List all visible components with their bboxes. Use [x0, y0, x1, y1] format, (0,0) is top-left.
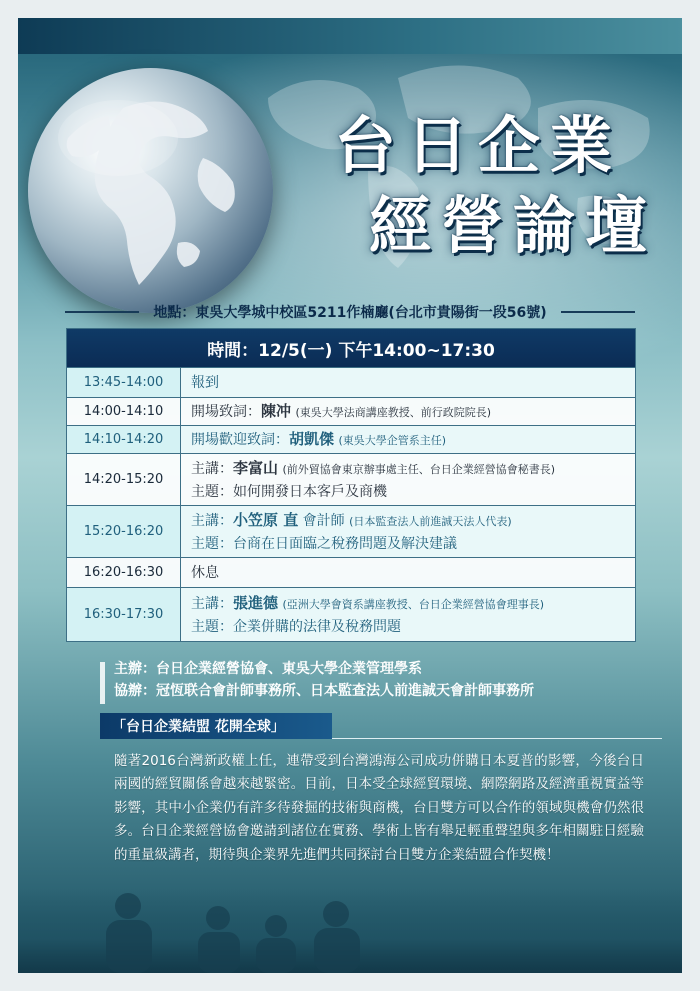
- row-time: 14:20-15:20: [67, 454, 181, 505]
- row-time: 16:30-17:30: [67, 588, 181, 641]
- row-time: 14:00-14:10: [67, 398, 181, 425]
- globe-graphic: [28, 68, 273, 313]
- speaker-name: 李富山: [233, 458, 279, 477]
- row-content: [181, 368, 635, 397]
- speaker-name: 胡凱傑: [289, 429, 335, 448]
- poster-title: [288, 106, 668, 266]
- row-content: [181, 398, 635, 425]
- topic-line: 主題：如何開發日本客戶及商機: [191, 483, 387, 500]
- speaker-note: (東吳大學企管系主任): [338, 433, 447, 447]
- speaker-note: (日本監查法人前進誠天法人代表): [349, 514, 512, 528]
- intro-paragraph: 隨著2016台灣新政權上任，連帶受到台灣鴻海公司成功併購日本夏普的影響，今後台日兩國的經貿關係會越來越緊密。目前，日本受全球經貿環境、網際網路及經濟重視實益等影響，其中小企業仍有許多待發掘的技術與商機，台日雙方可以合作的領域與機會仍然很多。台日企業經營協會邀請到諸位在實務、學術上皆有舉足輕重聲望與多年相關駐日經驗的重量級講者，期待與企業界先進們共同探討台日雙方企業結盟合作契機！: [114, 753, 644, 863]
- row-content: [181, 506, 635, 557]
- row-title: 報到: [191, 374, 219, 391]
- schedule-row: [67, 557, 635, 587]
- slogan-divider: [332, 738, 662, 739]
- role-label: 主講：: [191, 460, 233, 477]
- speaker-note: (東吳大學法商講座教授、前行政院院長): [295, 405, 492, 419]
- title-line-2: 經營論壇: [368, 189, 657, 262]
- title-line-1: 台日企業: [333, 109, 622, 182]
- slogan-banner: 「台日企業結盟 花開全球」: [100, 713, 332, 739]
- speaker-line: [191, 428, 625, 452]
- speaker-name: 小笠原 直: [233, 510, 299, 529]
- speaker-name: 張進德: [233, 593, 279, 612]
- poster: [18, 18, 682, 973]
- speaker-note: (前外貿協會東京辦事處主任、台日企業經營協會秘書長): [282, 462, 556, 476]
- row-content: [181, 558, 635, 587]
- row-time: 16:20-16:30: [67, 558, 181, 587]
- role-label: 開場致詞：: [191, 403, 261, 420]
- schedule-row: [67, 505, 635, 557]
- speaker-name: 陳冲: [261, 401, 292, 420]
- organizers-bar: [100, 662, 105, 704]
- location-line: [18, 300, 682, 324]
- schedule-row: [67, 367, 635, 397]
- row-content: [181, 454, 635, 505]
- row-time: 14:10-14:20: [67, 426, 181, 453]
- schedule-table: [66, 328, 636, 642]
- host-line: 主辦：台日企業經營協會、東吳大學企業管理學系: [114, 661, 422, 677]
- schedule-row: [67, 587, 635, 641]
- schedule-row: [67, 453, 635, 505]
- people-photo-overlay: [18, 888, 682, 973]
- location-text: 地點：東吳大學城中校區5211作楠廳(台北市貴陽街一段56號): [153, 305, 547, 321]
- row-content: [181, 588, 635, 641]
- schedule-row: [67, 425, 635, 453]
- speaker-line: [191, 400, 625, 424]
- role-label: 主講：: [191, 512, 233, 529]
- speaker-line: [191, 457, 625, 481]
- divider-left: [65, 311, 139, 313]
- role-label: 主講：: [191, 595, 233, 612]
- divider-right: [561, 311, 635, 313]
- speaker-line: [191, 509, 625, 533]
- row-title: 休息: [191, 564, 219, 581]
- topic-line: 主題：企業併購的法律及稅務問題: [191, 618, 401, 635]
- row-content: [181, 426, 635, 453]
- speaker-line: [191, 592, 625, 616]
- row-time: 13:45-14:00: [67, 368, 181, 397]
- speaker-suffix: 會計師: [298, 512, 345, 529]
- organizers-block: [100, 658, 660, 702]
- co-host-line: 協辦：冠恆联合會計師事務所、日本監查法人前進誠天會計師事務所: [114, 683, 534, 699]
- schedule-row: [67, 397, 635, 425]
- schedule-header: 時間：12/5(一) 下午14:00~17:30: [67, 329, 635, 367]
- row-time: 15:20-16:20: [67, 506, 181, 557]
- topic-line: 主題：台商在日面臨之稅務問題及解決建議: [191, 535, 457, 552]
- role-label: 開場歡迎致詞：: [191, 431, 289, 448]
- speaker-note: (亞洲大學會資系講座教授、台日企業經營協會理事長): [282, 597, 545, 611]
